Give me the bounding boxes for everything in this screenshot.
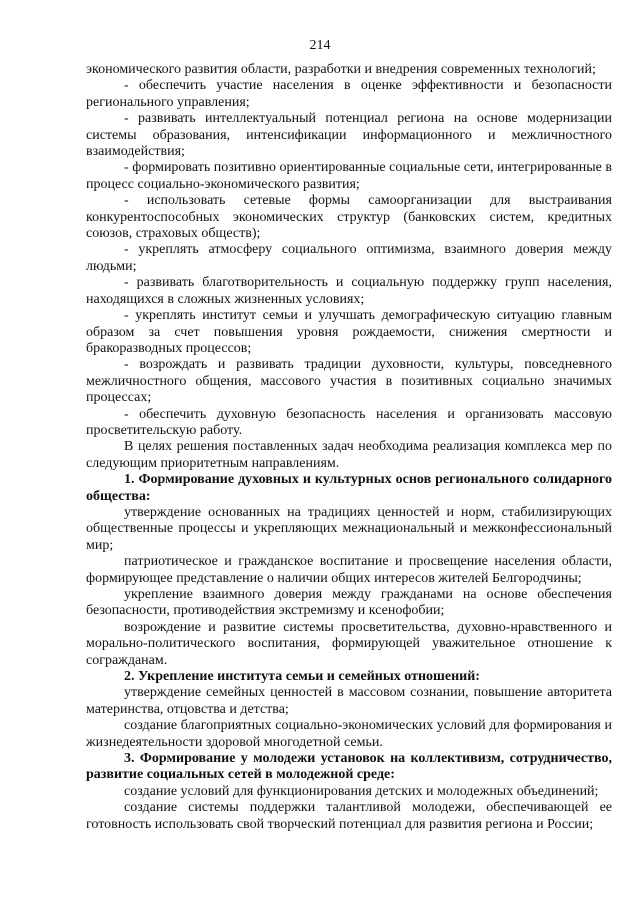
section-item: создание условий для функционирования детских и молодежных объединений;: [124, 783, 599, 799]
section-item: создание системы поддержки талантливой молодежи, обеспечивающей ее готовность использовать свой творческий потенциал для развития региона и России;: [86, 800, 612, 832]
list-item: - обеспечить духовную безопасность населения и организовать массовую просветительскую работу.: [86, 406, 612, 438]
list-item: - укреплять институт семьи и улучшать демографическую ситуацию главным образом за счет повышения уровня рождаемости, снижения смертности и бракоразводных процессов;: [86, 308, 612, 356]
section-heading-1: 1. Формирование духовных и культурных основ регионального солидарного общества:: [86, 472, 612, 504]
section-item: возрождение и развитие системы просветительства, духовно-нравственного и морально-политического воспитания, формирующей уважительное отношение к согражданам.: [86, 619, 612, 668]
list-item: - использовать сетевые формы самоорганизации для выстраивания конкурентоспособных экономических структур (банковских систем, кредитных союзов, страховых обществ);: [86, 193, 612, 242]
section-heading-2: 2. Укрепление института семьи и семейных отношений:: [124, 669, 480, 685]
list-item: - формировать позитивно ориентированные социальные сети, интегрированные в процесс социально-экономического развития;: [86, 160, 612, 192]
section-item: укрепление взаимного доверия между гражданами на основе обеспечения безопасности, противодействия экстремизму и ксенофобии;: [86, 587, 612, 619]
section-item: утверждение основанных на традициях ценностей и норм, стабилизирующих общественные процессы и укрепляющих межнациональный и межконфессиональный мир;: [86, 504, 612, 553]
list-item: - возрождать и развивать традиции духовности, культуры, повседневного межличностного общения, массового участия в позитивных социально значимых процессах;: [86, 357, 612, 406]
document-body: [86, 62, 612, 833]
section-item: создание благоприятных социально-экономических условий для формирования и жизнедеятельности здоровой многодетной семьи.: [86, 718, 612, 750]
list-item: - укреплять атмосферу социального оптимизма, взаимного доверия между людьми;: [86, 242, 612, 274]
section-item: патриотическое и гражданское воспитание и просвещение населения области, формирующее представление о наличии общих интересов жителей Белгородчины;: [86, 554, 612, 586]
page-number: 214: [309, 38, 331, 53]
section-item: утверждение семейных ценностей в массовом сознании, повышение авторитета материнства, отцовства и детства;: [86, 685, 612, 717]
list-item: - обеспечить участие населения в оценке эффективности и безопасности регионального управления;: [86, 78, 612, 110]
list-item: - развивать интеллектуальный потенциал региона на основе модернизации системы образования, интенсификации информационного и межличностного взаимодействия;: [86, 111, 612, 160]
intro-paragraph: В целях решения поставленных задач необходима реализация комплекса мер по следующим приоритетным направлениям.: [86, 439, 612, 471]
list-item: - развивать благотворительность и социальную поддержку групп населения, находящихся в сложных жизненных условиях;: [86, 275, 612, 307]
paragraph-continuation: экономического развития области, разработки и внедрения современных технологий;: [86, 62, 596, 77]
section-heading-3: 3. Формирование у молодежи установок на коллективизм, сотрудничество, развитие социальных сетей в молодежной среде:: [86, 751, 612, 783]
